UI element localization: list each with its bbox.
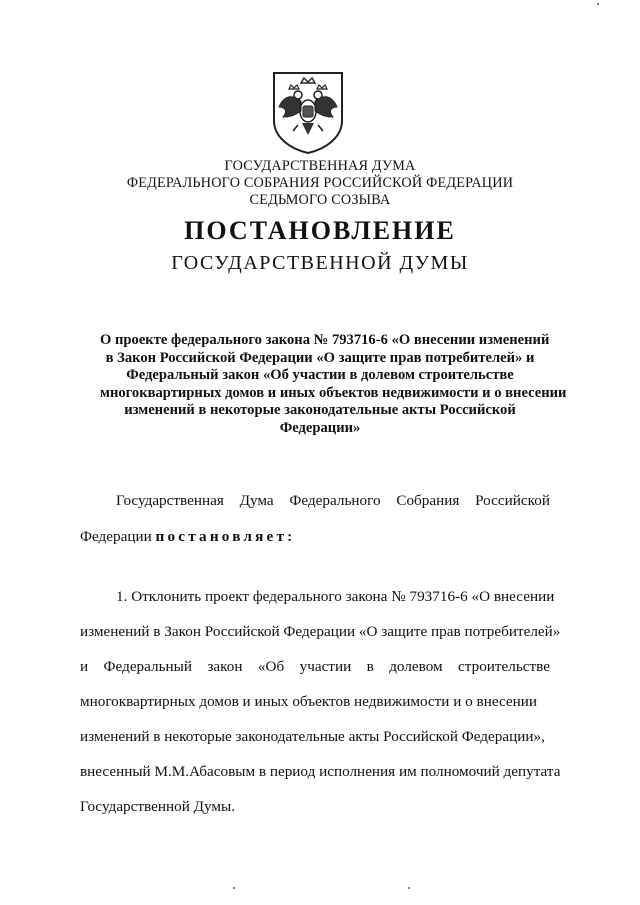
preamble-word: Федерального — [289, 492, 381, 509]
preamble-decision-word: постановляет: — [155, 528, 296, 545]
subject-line: Федеральный закон «Об участии в долевом строительстве — [126, 367, 514, 384]
scan-speck — [233, 887, 235, 889]
header-line-convocation: СЕДЬМОГО СОЗЫВА — [249, 192, 391, 208]
preamble-word: Собрания — [396, 492, 460, 509]
header-line-assembly: ФЕДЕРАЛЬНОГО СОБРАНИЯ РОССИЙСКОЙ ФЕДЕРАЦИИ — [126, 175, 514, 191]
subject-line: О проекте федерального закона № 793716-6 «О внесении изменений — [100, 332, 550, 348]
item1-word: участии — [299, 658, 352, 675]
subject-line: в Закон Российской Федерации «О защите прав потребителей» и — [105, 349, 535, 366]
item1-word: долевом — [389, 658, 443, 675]
item1-line: многоквартирных домов и иных объектов недвижимости и о внесении — [80, 693, 538, 710]
item1-line: Государственной Думы. — [80, 798, 235, 815]
scan-speck — [597, 3, 599, 5]
preamble-word: Государственная — [116, 492, 224, 509]
preamble-line-2 — [80, 528, 295, 546]
subject-line: Федерации» — [279, 419, 361, 436]
coat-of-arms-emblem — [271, 71, 345, 155]
item1-line: 1. Отклонить проект федерального закона № 793716-6 «О внесении — [116, 588, 555, 605]
scan-speck — [408, 887, 410, 889]
preamble-word: Российской — [475, 492, 550, 509]
item1-word: в — [366, 658, 374, 675]
item1-word: «Об — [257, 658, 285, 675]
item1-line-justified — [80, 658, 550, 676]
document-title: ПОСТАНОВЛЕНИЕ — [184, 216, 456, 245]
preamble-prefix: Федерации — [80, 528, 152, 545]
item1-word: закон — [207, 658, 243, 675]
item1-line: изменений в Закон Российской Федерации «О защите прав потребителей» — [80, 623, 561, 640]
preamble-word: Дума — [239, 492, 274, 509]
subject-line: многоквартирных домов и иных объектов недвижимости и о внесении — [100, 384, 567, 401]
header-line-duma: ГОСУДАРСТВЕННАЯ ДУМА — [224, 158, 416, 174]
item1-line: изменений в некоторые законодательные акты Российской Федерации», — [80, 728, 545, 745]
item1-word: Федеральный — [103, 658, 192, 675]
document-subject — [100, 332, 567, 438]
item1-word: строительстве — [458, 658, 550, 675]
item1-word: и — [80, 658, 89, 675]
document-subtitle: ГОСУДАРСТВЕННОЙ ДУМЫ — [171, 252, 469, 274]
item1-line: внесенный М.М.Абасовым в период исполнения им полномочий депутата — [80, 763, 561, 780]
preamble-line-1 — [116, 492, 550, 510]
subject-line: изменений в некоторые законодательные акты Российской — [124, 402, 516, 419]
